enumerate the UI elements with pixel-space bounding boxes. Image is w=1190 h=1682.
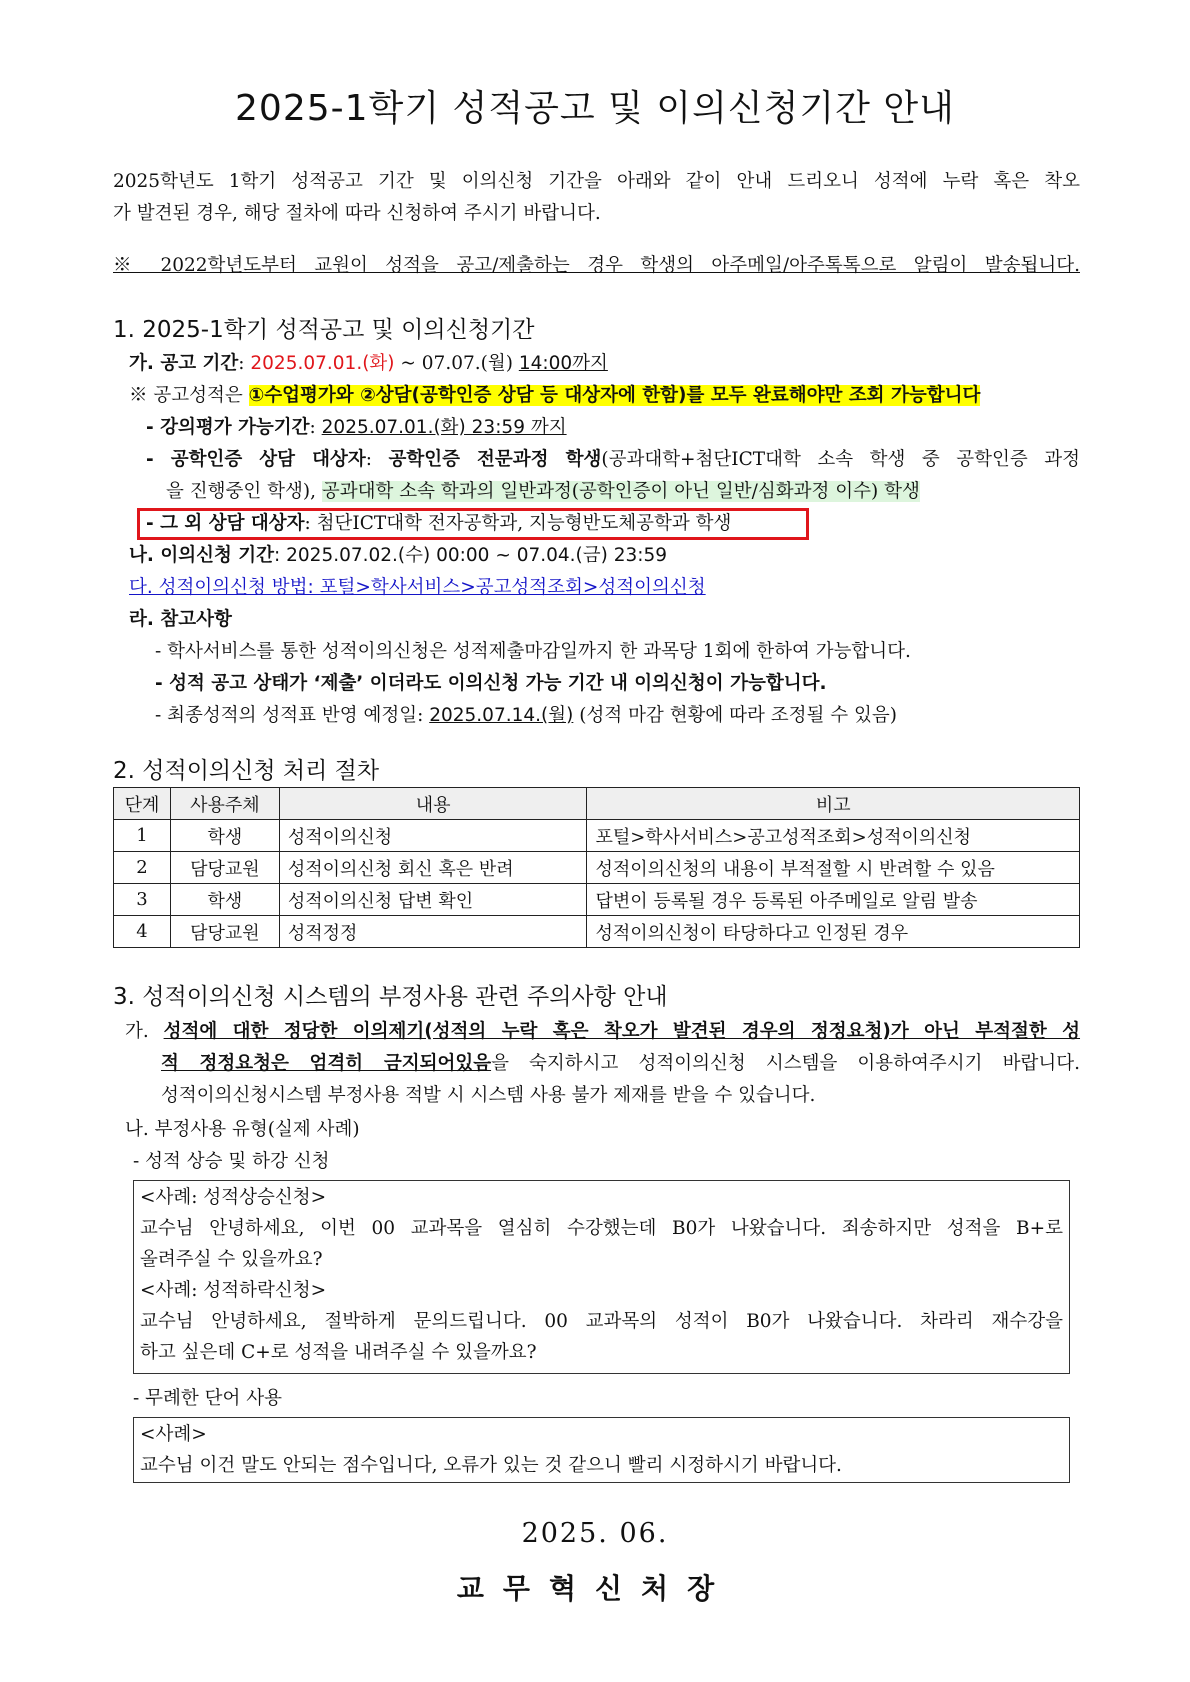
case-2-title: <사례: 성적하락신청> (140, 1280, 327, 1301)
case-3-line: 교수님 이건 말도 안되는 점수입니다, 오류가 있는 것 같으니 빨리 시정하시기 바랍니다. (140, 1455, 842, 1476)
misuse-warning-bold-1: 성적에 대한 정당한 이의제기(성적의 누락 혹은 착오가 발견된 경우의 정정요청)가 아닌 부적절한 성 (163, 1021, 1081, 1042)
reference-item-3-suffix: (성적 마감 현황에 따라 조정될 수 있음) (573, 705, 898, 726)
misuse-warning-line-3: 성적이의신청시스템 부정사용 적발 시 시스템 사용 불가 제재를 받을 수 있습니다. (161, 1085, 816, 1106)
remarks-cell: 성적이의신청의 내용이 부적절할 시 반려할 수 있음 (587, 852, 1080, 884)
misuse-type-2-label: - 무례한 단어 사용 (133, 1388, 282, 1409)
misuse-warning-rest: 을 숙지하시고 성적이의신청 시스템을 이용하여주시기 바랍니다. (491, 1053, 1080, 1074)
case-1-title: <사례: 성적상승신청> (140, 1187, 327, 1208)
actor-cell: 담당교원 (170, 916, 279, 948)
other-counsel-targets (146, 508, 731, 539)
announcement-period (129, 348, 608, 379)
lecture-eval-colon: : (309, 417, 322, 438)
content-cell: 성적정정 (279, 916, 587, 948)
issuing-office: 교무혁신처장 (456, 1572, 734, 1605)
case-3-title: <사례> (140, 1424, 207, 1445)
procedure-header-actor: 사용주체 (170, 788, 279, 820)
eng-cert-general-course: 공과대학 소속 학과의 일반과정(공학인증이 아닌 일반/심화과정 이수) 학생 (321, 481, 920, 502)
procedure-table (113, 787, 1080, 948)
lecture-eval-date: 2025.07.01.(화) 23:59 까지 (321, 417, 567, 438)
step-cell: 4 (114, 916, 171, 948)
misuse-types-heading: 나. 부정사용 유형(실제 사례) (125, 1119, 360, 1140)
misuse-warning-line-1 (125, 1016, 1080, 1047)
section-3-heading: 3. 성적이의신청 시스템의 부정사용 관련 주의사항 안내 (113, 984, 668, 1010)
case-box-rude-language (133, 1417, 1070, 1483)
announcement-end-time: 14:00까지 (518, 353, 608, 374)
table-row (114, 852, 1080, 884)
actor-cell: 담당교원 (170, 852, 279, 884)
actor-cell: 학생 (170, 820, 279, 852)
reference-item-2: - 성적 공고 상태가 ‘제출’ 이더라도 이의신청 가능 기간 내 이의신청이 가능합니다. (155, 673, 827, 694)
section-2-heading: 2. 성적이의신청 처리 절차 (113, 758, 380, 784)
table-row (114, 884, 1080, 916)
objection-period-text: : 2025.07.02.(수) 00:00 ~ 07.04.(금) 23:59 (274, 545, 668, 566)
other-counsel-colon: : (304, 513, 317, 534)
actor-cell: 학생 (170, 884, 279, 916)
objection-period-label: 나. 이의신청 기간 (129, 545, 275, 566)
remarks-cell: 포털>학사서비스>공고성적조회>성적이의신청 (587, 820, 1080, 852)
misuse-warning-bold-2: 적 정정요청은 엄격히 금지되어있음 (161, 1053, 492, 1074)
step-cell: 3 (114, 884, 171, 916)
other-counsel-label: - 그 외 상담 대상자 (146, 513, 305, 534)
announcement-start-date: 2025.07.01.(화) (250, 353, 395, 374)
issue-date: 2025. 06. (521, 1518, 669, 1549)
misuse-warning-prefix: 가. (125, 1021, 164, 1042)
reference-item-3-date: 2025.07.14.(월) (429, 705, 574, 726)
procedure-table-header-row (114, 788, 1080, 820)
step-cell: 2 (114, 852, 171, 884)
lecture-eval-period (146, 412, 567, 443)
content-cell: 성적이의신청 답변 확인 (279, 884, 587, 916)
table-row (114, 820, 1080, 852)
intro-line-1: 2025학년도 1학기 성적공고 기간 및 이의신청 기간을 아래와 같이 안내 드리오니 성적에 누락 혹은 착오 (113, 171, 1080, 192)
case-2-line-2: 하고 싶은데 C+로 성적을 내려주실 수 있을까요? (140, 1342, 537, 1363)
reference-item-3 (155, 700, 897, 731)
section-1-heading: 1. 2025-1학기 성적공고 및 이의신청기간 (113, 317, 535, 343)
case-2-line-1: 교수님 안녕하세요, 절박하게 문의드립니다. 00 교과목의 성적이 B0가 나왔습니다. 차라리 재수강을 (140, 1311, 1063, 1332)
grade-view-note-highlight: ①수업평가와 ②상담(공학인증 상담 등 대상자에 한함)를 모두 완료해야만 조회 가능합니다 (248, 385, 981, 406)
eng-cert-label: - 공학인증 상담 대상자 (146, 449, 366, 470)
eng-cert-colon: : (365, 449, 389, 470)
misuse-type-1-label: - 성적 상승 및 하강 신청 (133, 1151, 330, 1172)
eng-cert-line-1 (146, 444, 1080, 475)
announcement-period-label: 가. 공고 기간 (129, 353, 239, 374)
intro-line-2: 가 발견된 경우, 해당 절차에 따라 신청하여 주시기 바랍니다. (113, 203, 601, 224)
case-1-line-1: 교수님 안녕하세요, 이번 00 교과목을 열심히 수강했는데 B0가 나왔습니다. 죄송하지만 성적을 B+로 (140, 1218, 1063, 1239)
eng-cert-line-2-text: 을 진행중인 학생), (166, 481, 322, 502)
objection-period (129, 540, 667, 571)
content-cell: 성적이의신청 회신 혹은 반려 (279, 852, 587, 884)
misuse-warning-line-2 (161, 1048, 1080, 1079)
reference-item-3-prefix: - 최종성적의 성적표 반영 예정일: (155, 705, 430, 726)
grade-view-note-prefix: ※ 공고성적은 (129, 385, 249, 406)
remarks-cell: 성적이의신청이 타당하다고 인정된 경우 (587, 916, 1080, 948)
content-cell: 성적이의신청 (279, 820, 587, 852)
eng-cert-bold: 공학인증 전문과정 학생 (388, 449, 602, 470)
case-box-grade-change (133, 1180, 1070, 1374)
table-row (114, 916, 1080, 948)
announcement-separator: ~ 07.07.(월) (394, 353, 519, 374)
procedure-header-content: 내용 (279, 788, 587, 820)
document-title: 2025-1학기 성적공고 및 이의신청기간 안내 (235, 88, 955, 129)
lecture-eval-label: - 강의평가 가능기간 (146, 417, 310, 438)
eng-cert-rest: (공과대학+첨단ICT대학 소속 학생 중 공학인증 과정 (601, 449, 1080, 470)
reference-heading: 라. 참고사항 (129, 609, 232, 630)
case-1-line-2: 올려주실 수 있을까요? (140, 1249, 323, 1270)
reference-item-1: - 학사서비스를 통한 성적이의신청은 성적제출마감일까지 한 과목당 1회에 한하여 가능합니다. (155, 641, 911, 662)
eng-cert-line-2 (166, 476, 920, 507)
procedure-header-remarks: 비고 (587, 788, 1080, 820)
step-cell: 1 (114, 820, 171, 852)
procedure-header-step: 단계 (114, 788, 171, 820)
intro-notice: ※ 2022학년도부터 교원이 성적을 공고/제출하는 경우 학생의 아주메일/아주톡톡으로 알림이 발송됩니다. (113, 255, 1080, 276)
announcement-period-colon: : (238, 353, 245, 374)
remarks-cell: 답변이 등록될 경우 등록된 아주메일로 알림 발송 (587, 884, 1080, 916)
objection-method-link[interactable]: 다. 성적이의신청 방법: 포털>학사서비스>공고성적조회>성적이의신청 (129, 577, 706, 598)
other-counsel-text: 첨단ICT대학 전자공학과, 지능형반도체공학과 학생 (316, 513, 732, 534)
grade-view-note (129, 380, 980, 411)
